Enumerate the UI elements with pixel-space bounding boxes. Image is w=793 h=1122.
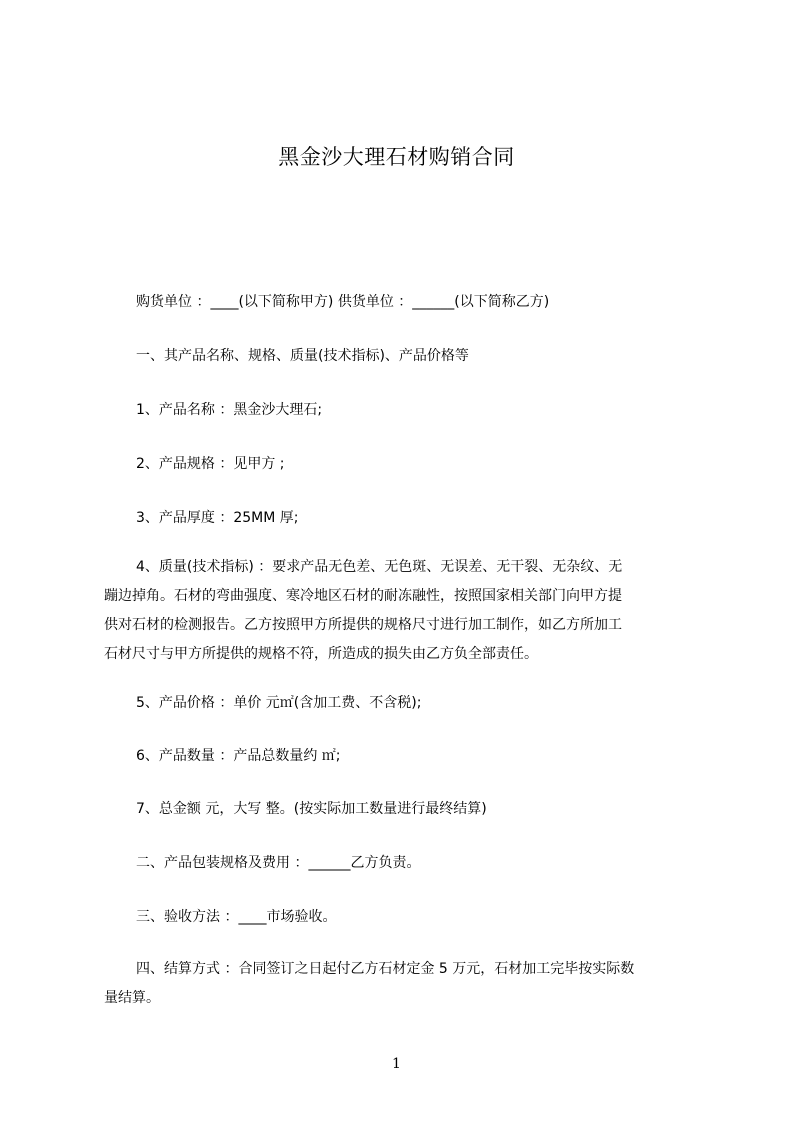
item5-product-price: 5、产品价格 ：单价 元㎡(含加工费、不含税); xyxy=(136,695,422,711)
item4-quality-paragraph xyxy=(104,553,710,669)
item6-product-quantity: 6、产品数量 ：产品总数量约 ㎡; xyxy=(136,748,341,764)
item4-line-1: 4、质量(技术指标) ：要求产品无色差、无色斑、无误差、无干裂、无杂纹、无 xyxy=(136,559,623,575)
section2-packaging: 二、产品包装规格及费用 ：______乙方负责。 xyxy=(136,855,421,871)
section4-line-2: 量结算。 xyxy=(104,990,160,1006)
section4-settlement-paragraph xyxy=(104,955,710,1013)
section3-acceptance: 三、验收方法 ：____市场验收。 xyxy=(136,909,337,925)
item1-product-name: 1、产品名称 ：黑金沙大理石; xyxy=(136,402,323,418)
item2-product-spec: 2、产品规格 ：见甲方 ; xyxy=(136,456,285,472)
section1-heading: 一、其产品名称、规格、质量(技术指标)、产品价格等 xyxy=(136,348,469,364)
item4-line-4: 石材尺寸与甲方所提供的规格不符，所造成的损失由乙方负全部责任。 xyxy=(104,646,538,662)
parties-line: 购货单位 ：____(以下简称甲方) 供货单位 ：______(以下简称乙方) xyxy=(136,294,550,310)
item4-line-2: 蹦边掉角。石材的弯曲强度、寒冷地区石材的耐冻融性，按照国家相关部门向甲方提 xyxy=(104,588,622,604)
item4-line-3: 供对石材的检测报告。乙方按照甲方所提供的规格尺寸进行加工制作，如乙方所加工 xyxy=(104,617,622,633)
page-number: 1 xyxy=(392,1056,401,1072)
document-title: 黑金沙大理石材购销合同 xyxy=(278,145,515,169)
item3-product-thickness: 3、产品厚度 ：25MM 厚; xyxy=(136,510,299,526)
item7-total-amount: 7、总金额 元，大写 整。(按实际加工数量进行最终结算) xyxy=(136,801,487,817)
section4-line-1: 四、结算方式 ：合同签订之日起付乙方石材定金 5 万元，石材加工完毕按实际数 xyxy=(136,961,635,977)
